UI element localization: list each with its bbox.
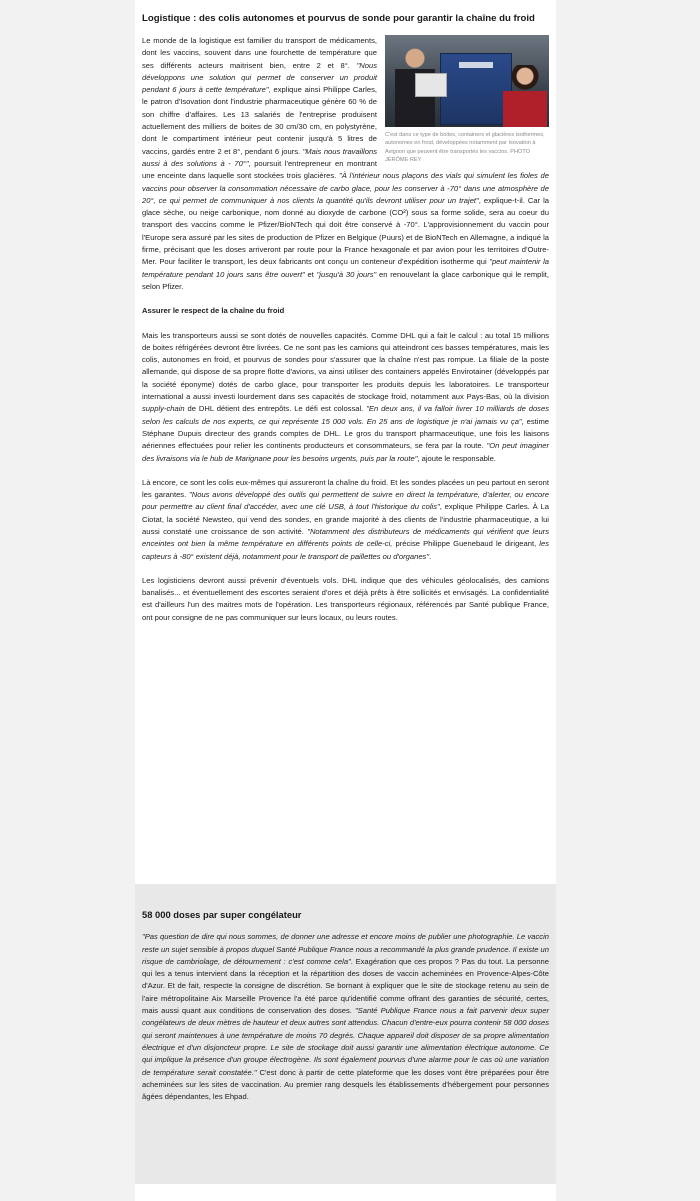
quote-text: "Nous avons développé des outils qui permettent de suivre en direct la température, d'alerter, ou encore pour permettre au client final d'accéder, avec une clé USB, à tout l'historique du colis" [142,490,549,512]
body-text: en renouvelant la glace carbonique qui le remplit, selon Pfizer. [142,269,549,291]
body-text: . Exagération que ces propos ? Pas du tout. La personne qui les a tenus intervient dans la réception et la répartition des doses de vaccin acheminées en Provence-Alpes-Côte d'Azur. Et de fait, respecte la consigne de discrétion. Se bornant à expliquer que le site de stockage retenu au sein de l'aire métropolitaine Aix Marseille Provence l'a été parce qu'identifié comme offrant des garanties de sécurité, certes, mais aussi quant aux conditions de conservation des doses. [142,956,549,1016]
quote-text: "On peut imaginer des livraisons via le hub de Marignane pour les besoins urgents, puis par la route" [142,441,549,463]
quote-text: "À l'intérieur nous plaçons des vials qui simulent les fioles de vaccins pour observer la consommation nécessaire de carbo glace, pour les conserver à -70° dans une atmosphère de 20°, ce qui permet de communiquer à nos clients la quantité qu'ils devront utiliser pour un trajet" [142,171,549,205]
box-title: 58 000 doses par super congélateur [142,909,302,920]
quote-text: "Santé Publique France nous a fait parvenir deux super congélateurs de deux mètres de hauteur et deux autres sont attendus. Chacun d'entre-eux pourra contenir 58 000 doses qui seront maintenues à une température de moins 70 degrés. Chaque appareil doit disposer de sa propre alimentation électrique et d'un disjoncteur propre. Le site de stockage doit aussi garantir une alimentation électrique autonome. Ce qui implique la présence d'un groupe électrogène. Ils sont également pourvus d'une alarme pour le cas où une variation de température serait constatée." [142,1006,550,1077]
photo-credit: PHOTO JÉRÔME REY [385,148,531,164]
body-text: , ajoute le responsable. [417,453,496,463]
quote-text: "Nous développons une solution qui permet de conserver un produit pendant 6 jours à cette température" [142,60,377,95]
body-text: , estime Stéphane Dupuis directeur des grands comptes de DHL. Le gros du transport pharmaceutique, une fois les liaisons aériennes effectuées pour relier les continents producteurs et consommateurs, se fera par la route. [142,416,550,451]
quote-text: "jusqu'à 30 jours" [316,269,377,279]
quote-text: "Notamment des distributeurs de médicaments qui vérifient que leurs enceintes ont bien la même température en différents points de celle-ci, [142,526,550,549]
body-text: , explique ainsi Philippe Carles, le patron d'Isovation dont l'industrie pharmaceutique génère 60 % de son chiffre d'affaires. Les 13 salariés de l'entreprise produisent actuellement des milliers de boites de 30 cm/30 cm, en polystyrène, dont le compartiment intérieur peut contenir jusqu'à 5 litres de vaccins, gardés entre 2 et 8°, pendant 6 jours. [142,85,377,156]
article-subheading: Assurer le respect de la chaîne du froid [142,306,285,316]
article-paragraph-3 [142,477,549,563]
body-text: C'est donc à partir de cette plateforme que les doses vont être préparées pour être acheminées sur les sites de vaccination. Au premier rang desquels les établissements d'hébergement pour personnes âgées dépendantes, les Ehpad. [142,1067,549,1102]
article-body [135,0,556,624]
quote-text: "peut maintenir la température pendant 10 jours sans être ouvert" [142,257,549,279]
article-headline: Logistique : des colis autonomes et pourvus de sonde pour garantir la chaîne du froid [142,13,535,24]
body-text: précise Philippe Guenebaud le dirigeant, [392,539,540,549]
body-text: de DHL détient des entrepôts. Le défi est colossal. [184,404,367,414]
quote-text: "En deux ans, il va falloir livrer 10 milliards de doses selon les calculs de nos experts, ce qui représente 15 000 vols. En 25 ans de logistique je n'ai jamais vu ça" [142,404,549,426]
body-text: Les logisticiens devront aussi prévenir d'éventuels vols. DHL indique que des véhicules géolocalisés, des camions banalisés... et éventuellement des escortes seraient d'ores et déjà prêts à être sollicités et envisagés. La confidentialité est d'ailleurs l'un des maitres mots de l'opération. Les transporteurs régionaux, référencés par Santé publique France, ont pour consigne de ne pas communiquer sur leurs locaux, ou leurs routes. [142,575,549,622]
article-photo [385,35,549,127]
quote-text: "Pas question de dire qui nous sommes, de donner une adresse et encore moins de publier une photographie. Le vaccin reste un sujet sensible à propos duquel Santé Publique France nous a recommandé la plus grande prudence. Il existe un risque de cambriolage, de détournement : c'est comme cela" [142,932,549,966]
article-page [135,0,556,1201]
body-text: Là encore, ce sont les colis eux-mêmes qui assureront la chaîne du froid. Et les sondes placées un peu partout en seront les garantes. [142,477,549,500]
box-paragraph [142,931,549,1103]
person-woman [503,65,547,127]
body-text: et [304,269,317,279]
insulated-box [415,73,447,97]
body-text: . [429,551,432,561]
body-text: , explique Philippe Carles. À La Ciotat, la société Newsteo, qui vend des sondes, en grande majorité à des clients de l'industrie pharmaceutique, a lui aussi constaté une croissance de son activité. [142,502,549,536]
article-figure [385,35,549,165]
photo-caption: C'est dans ce type de boites, containers et glacières isothermes, autonomes en froid, développées notamment par Isovation à Avignon que peuvent être transportés les vaccins. PHOTO JÉRÔME REY [385,132,545,164]
body-text: , poursuit l'entrepreneur en montrant une enceinte dans laquelle sont stockées trois glacières. [142,158,377,181]
body-text: Le monde de la logistique est familier du transport de médicaments, dont les vaccins, souvent dans une fourchette de température que ses différents acteurs maitrisent bien, entre 2 et 8°. [142,36,377,70]
container-crate [440,53,512,125]
quote-text: les capteurs à -80° existent déjà, notamment pour le transport de paillettes ou d'organes" [142,539,550,561]
article-paragraph-2 [142,330,549,465]
quote-text: supply-chain [142,404,185,414]
article-paragraph-4 [142,575,549,624]
sidebar-box [135,884,556,1184]
body-text: , explique-t-il. Car la glace sèche, ou neige carbonique, nom donné au dioxyde de carbone (CO²) sous sa forme solide, sera au coeur du transport des vaccins comme le Pfizer/BioNTech qui doit être conservé à -70°. L'approvisionnement du vaccin pour l'Europe sera assuré par les sites de production de Pfizer en Belgique (Puurs) et de BioNTech en Allemagne, a indiqué la firme, précisant que les doses arriveront par route pour la France hexagonale et par avion pour les territoires d'Outre-Mer. Pour faciliter le transport, les deux fabricants ont conçu un conteneur d'expédition isotherme qui [142,195,550,267]
quote-text: "Mais nous travaillons aussi à des solutions à - 70°" [142,146,377,168]
body-text: Mais les transporteurs aussi se sont dotés de nouvelles capacités. Comme DHL qui a fait le calcul : au total 15 millions de boites réfrigérées devront être livrées. Ce ne sont pas les camions qui atteindront ces basses températures, mais les colis, autonomes en froid, et pourvus de sondes pour s'assurer que la chaîne n'est pas rompue. La filiale de la poste allemande, qui dispose de sa propre flotte d'avions, va ainsi utiliser des containers appelés Envirotainer (développés par la société éponyme) dotés de carbo glace, pour transporter les produits depuis les laboratoires. Le transporteur international a aussi investi lourdement dans ses capacités de stockage froid, notamment aux Pays-Bas, où la division [142,330,549,402]
